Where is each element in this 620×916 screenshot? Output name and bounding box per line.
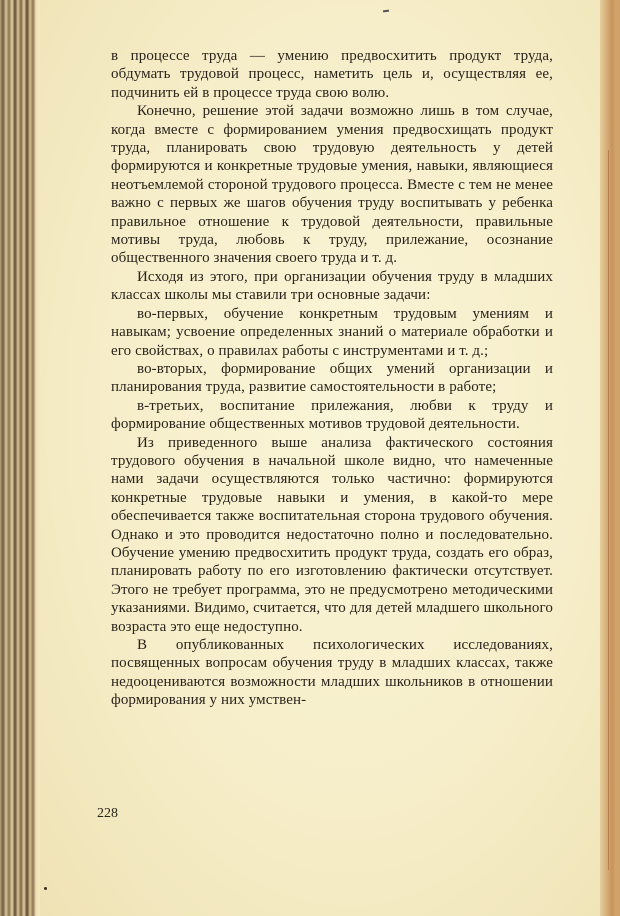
paragraph-research: В опубликованных психологических исследованиях, посвященных вопросам обучения труду в младших классах, также недооцениваются возможности младших школьников в отношении формирования у них умствен- — [111, 637, 553, 709]
page-right-edge — [600, 0, 620, 916]
page-body-text — [111, 47, 553, 710]
paragraph-1: в процессе труда — умению предвосхитить продукт труда, обдумать трудовой процесс, наметить цель и, осуществляя ее, подчинить ей в процессе труда свою волю. — [111, 48, 553, 101]
page-number: 228 — [97, 806, 118, 821]
book-spine-edge — [0, 0, 41, 916]
paragraph-analysis: Из приведенного выше анализа фактического состояния трудового обучения в начальной школе видно, что намеченные нами задачи осуществляются только частично: формируются конкретные трудовые навыки и умения, в какой-то мере обеспечивается также воспитательная сторона трудового обучения. Однако и это проводится недостаточно полно и последовательно. Обучение умению предвосхитить продукт труда, создать его образ, планировать работу по его изготовлению фактически отсутствует. Этого не требует программа, это не предусмотрено методическими указаниями. Видимо, считается, что для детей младшего школьного возраста это еще недоступно. — [111, 434, 553, 635]
list-item-third: в-третьих, воспитание прилежания, любви к труду и формирование общественных мотивов трудовой деятельности. — [111, 397, 553, 433]
paragraph-3: Исходя из этого, при организации обучения труду в младших классах школы мы ставили три основные задачи: — [111, 268, 553, 304]
list-item-first: во-первых, обучение конкретным трудовым умениям и навыкам; усвоение определенных знаний о материале обработки и его свойствах, о правилах работы с инструментами и т. д.; — [111, 305, 553, 359]
paragraph-2: Конечно, решение этой задачи возможно лишь в том случае, когда вместе с формированием умения предвосхищать продукт труда, планировать свою трудовую деятельность у детей формируются и конкретные трудовые умения, навыки, являющиеся неотъемлемой стороной трудового процесса. Вместе с тем не менее важно с первых же шагов обучения труду воспитывать у ребенка правильное отношение к трудовой деятельности, правильные мотивы труда, любовь к труду, прилежание, осознание общественного значения своего труда и т. д. — [111, 103, 553, 267]
paper-speck — [44, 887, 47, 890]
list-item-second: во-вторых, формирование общих умений организации и планирования труда, развитие самостоятельности в работе; — [111, 360, 553, 396]
